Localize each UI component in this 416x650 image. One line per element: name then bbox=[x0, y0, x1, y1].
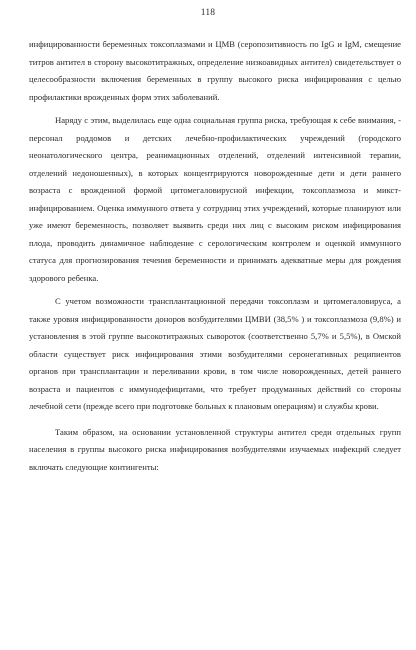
paragraph-risk-group-staff: Наряду с этим, выделилась еще одна социальная группа риска, требующая к себе внимания, - персонал роддомов и детских лечебно-профилактических учреждений (городского неонатологического центра, реанимационных отделений, отделений интенсивной терапии, отделений недоношенных), в которых концентрируются новорожденные дети и дети раннего возраста с врожденной формой цитомегаловирусной инфекции, токсоплазмоза и микст-инфицированием. Оценка иммунного ответа у сотрудниц этих учреждений, которые планируют или уже имеют беременность, позволяет выявить среди них лиц с высоким риском инфицирования плода, проводить динамичное наблюдение с серологическим контролем и оценкой иммунного статуса для прогнозирования течения беременности и принимать адекватные меры для рождения здорового ребенка. bbox=[29, 115, 401, 283]
paragraph-transplant-transmission: С учетом возможности трансплантационной передачи токсоплазм и цитомегаловируса, а также уровня инфицированности доноров возбудителями ЦМВИ (38,5% ) и токсоплазмоза (9,8%) и установления в этой группе высокотитражных сывороток (соответственно 5,7% и 5,5%), в Омской области существует риск инфицирования этими возбудителями серонегативных реципиентов органов при трансплантации и переливании крови, в том числе новорожденных, детей раннего возраста и пациентов с иммунодефицитами, что требует продуманных действий со стороны лечебной сети (прежде всего при подготовке больных к плановым операциям) и службы крови. bbox=[29, 296, 401, 411]
paragraph-conclusion: Таким образом, на основании установленной структуры антител среди отдельных групп населения в группы высокого риска инфицирования возбудителями изучаемых инфекций следует включать следующие контингенты: bbox=[29, 426, 401, 472]
body-text bbox=[29, 36, 401, 476]
paragraph-continuation: инфицированности беременных токсоплазмами и ЦМВ (серопозитивность по IgG и IgM, смещение титров антител в сторону высокотитражных, определение низкоавидных антител) свидетельствует о целесообразности включения беременных в группу высокого риска инфицирования с целью профилактики врожденных форм этих заболеваний. bbox=[29, 39, 401, 102]
page-number: 118 bbox=[200, 8, 216, 18]
